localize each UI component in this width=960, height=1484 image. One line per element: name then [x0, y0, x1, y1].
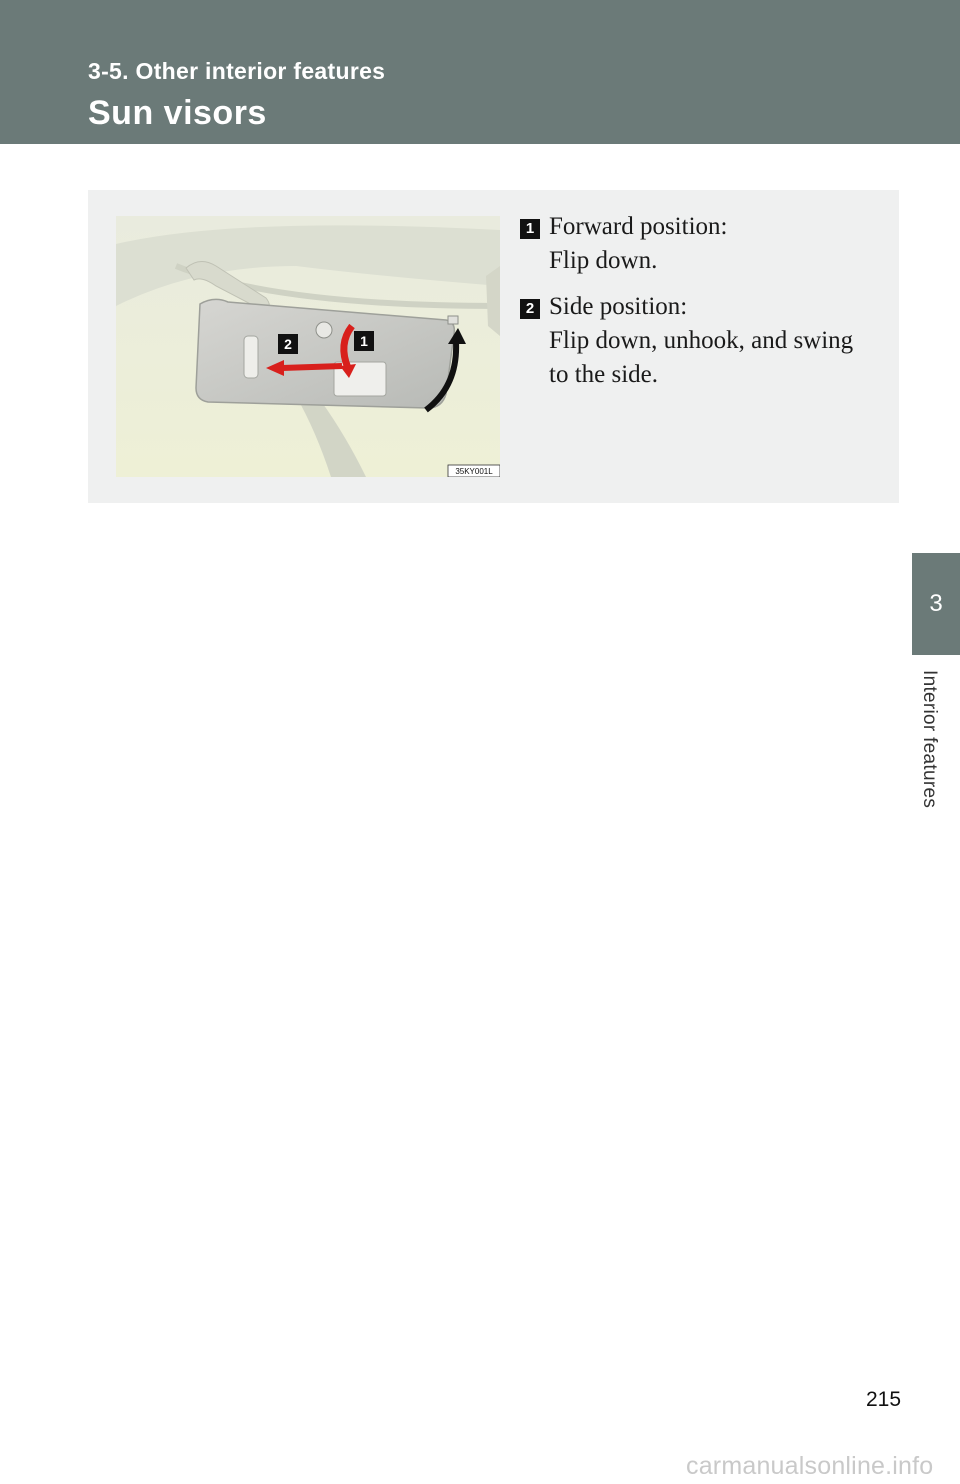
section-label: 3-5. Other interior features — [88, 58, 386, 84]
sun-visor-drawing — [116, 216, 500, 477]
step-instruction: to the side. — [549, 361, 659, 388]
step-heading: Side position: — [549, 293, 688, 320]
callout-1-label: 1 — [360, 333, 368, 349]
step-text — [549, 290, 890, 392]
step-instruction: Flip down. — [549, 247, 658, 274]
step-heading: Forward position: — [549, 213, 728, 240]
figure-code: 35KY001L — [455, 467, 493, 476]
chapter-tab: 3 — [912, 553, 960, 655]
step-list — [520, 210, 890, 404]
step-forward-position — [520, 210, 890, 278]
page-number: 215 — [866, 1388, 902, 1411]
callout-2-label: 2 — [284, 336, 292, 352]
sun-visor-illustration — [116, 216, 500, 477]
step-text — [549, 210, 890, 278]
page-title: Sun visors — [88, 94, 267, 132]
step-marker: 2 — [520, 299, 540, 319]
chapter-caption: Interior features — [919, 670, 940, 809]
watermark: carmanualsonline.info — [686, 1452, 934, 1480]
step-instruction: Flip down, unhook, and swing — [549, 327, 854, 354]
step-marker: 1 — [520, 219, 540, 239]
step-side-position — [520, 290, 890, 392]
